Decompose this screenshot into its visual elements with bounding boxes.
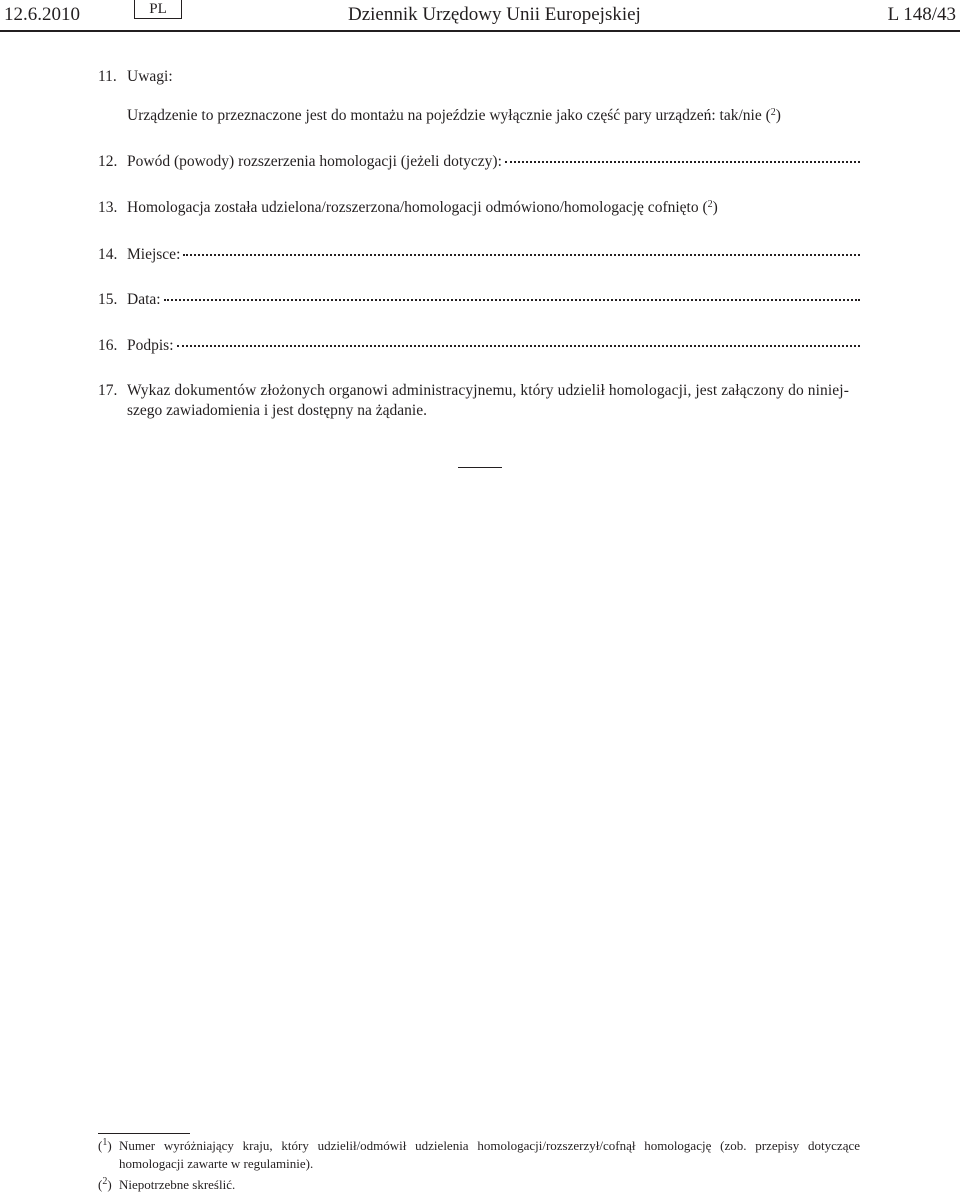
item-13	[98, 198, 860, 218]
item-label: Homologacja została udzielona/rozszerzona/homologacji odmówiono/homologację cofnięto (	[127, 199, 708, 216]
item-17	[98, 381, 860, 421]
footnote-marker: ($^1$)	[98, 1137, 112, 1153]
item-text-line-1: Wykaz dokumentów złożonych organowi administracyjnemu, który udzielił homologacji, jest załączony do niniej-	[127, 382, 849, 399]
paren-close: )	[712, 199, 718, 216]
footnote-text: Numer wyróżniający kraju, który udzielił/odmówił udzielenia homologacji/rozszerzył/cofnął homologację (zob. przepisy dotyczące homologacji zawarte w regulaminie).	[119, 1138, 860, 1171]
page-number: L 148/43	[887, 4, 956, 25]
fill-in-line	[505, 160, 860, 163]
footnote-ref: 2	[770, 107, 776, 118]
item-15	[98, 290, 860, 310]
fill-in-line	[183, 253, 860, 256]
item-label: Powód (powody) rozszerzenia homologacji (jeżeli dotyczy):	[127, 153, 502, 170]
page-header	[0, 0, 960, 32]
item-text-line-2: szego zawiadomienia i jest dostępny na żądanie.	[127, 402, 427, 419]
journal-title: Dziennik Urzędowy Unii Europejskiej	[348, 4, 641, 25]
footnote-rule	[98, 1133, 190, 1134]
item-number: 13.	[98, 199, 118, 216]
item-label: Podpis:	[127, 337, 174, 354]
item-11	[98, 67, 860, 87]
footnote-2	[98, 1176, 860, 1194]
footnote-ref: 2	[707, 199, 713, 210]
item-text: Urządzenie to przeznaczone jest do montażu na pojeździe wyłącznie jako część pary urządzeń: tak/nie (	[127, 107, 771, 124]
footnote-1	[98, 1137, 860, 1173]
language-badge: PL	[134, 0, 182, 19]
item-label: Uwagi:	[127, 68, 173, 85]
fill-in-line	[177, 344, 860, 347]
footnote-marker: ($^2$)	[98, 1176, 112, 1192]
item-11-text	[98, 106, 860, 126]
item-number: 12.	[98, 153, 118, 170]
item-number: 16.	[98, 337, 118, 354]
item-12	[98, 152, 860, 172]
item-number: 14.	[98, 246, 118, 263]
item-14	[98, 245, 860, 265]
item-label: Miejsce:	[127, 246, 181, 263]
item-number: 17.	[98, 382, 118, 399]
item-number: 11.	[98, 68, 117, 85]
footnote-text: Niepotrzebne skreślić.	[119, 1177, 236, 1192]
publication-date: 12.6.2010	[4, 4, 80, 25]
item-16	[98, 336, 860, 356]
section-separator	[458, 467, 502, 468]
item-label: Data:	[127, 291, 161, 308]
paren-close: )	[775, 107, 781, 124]
item-number: 15.	[98, 291, 118, 308]
fill-in-line	[164, 298, 860, 301]
